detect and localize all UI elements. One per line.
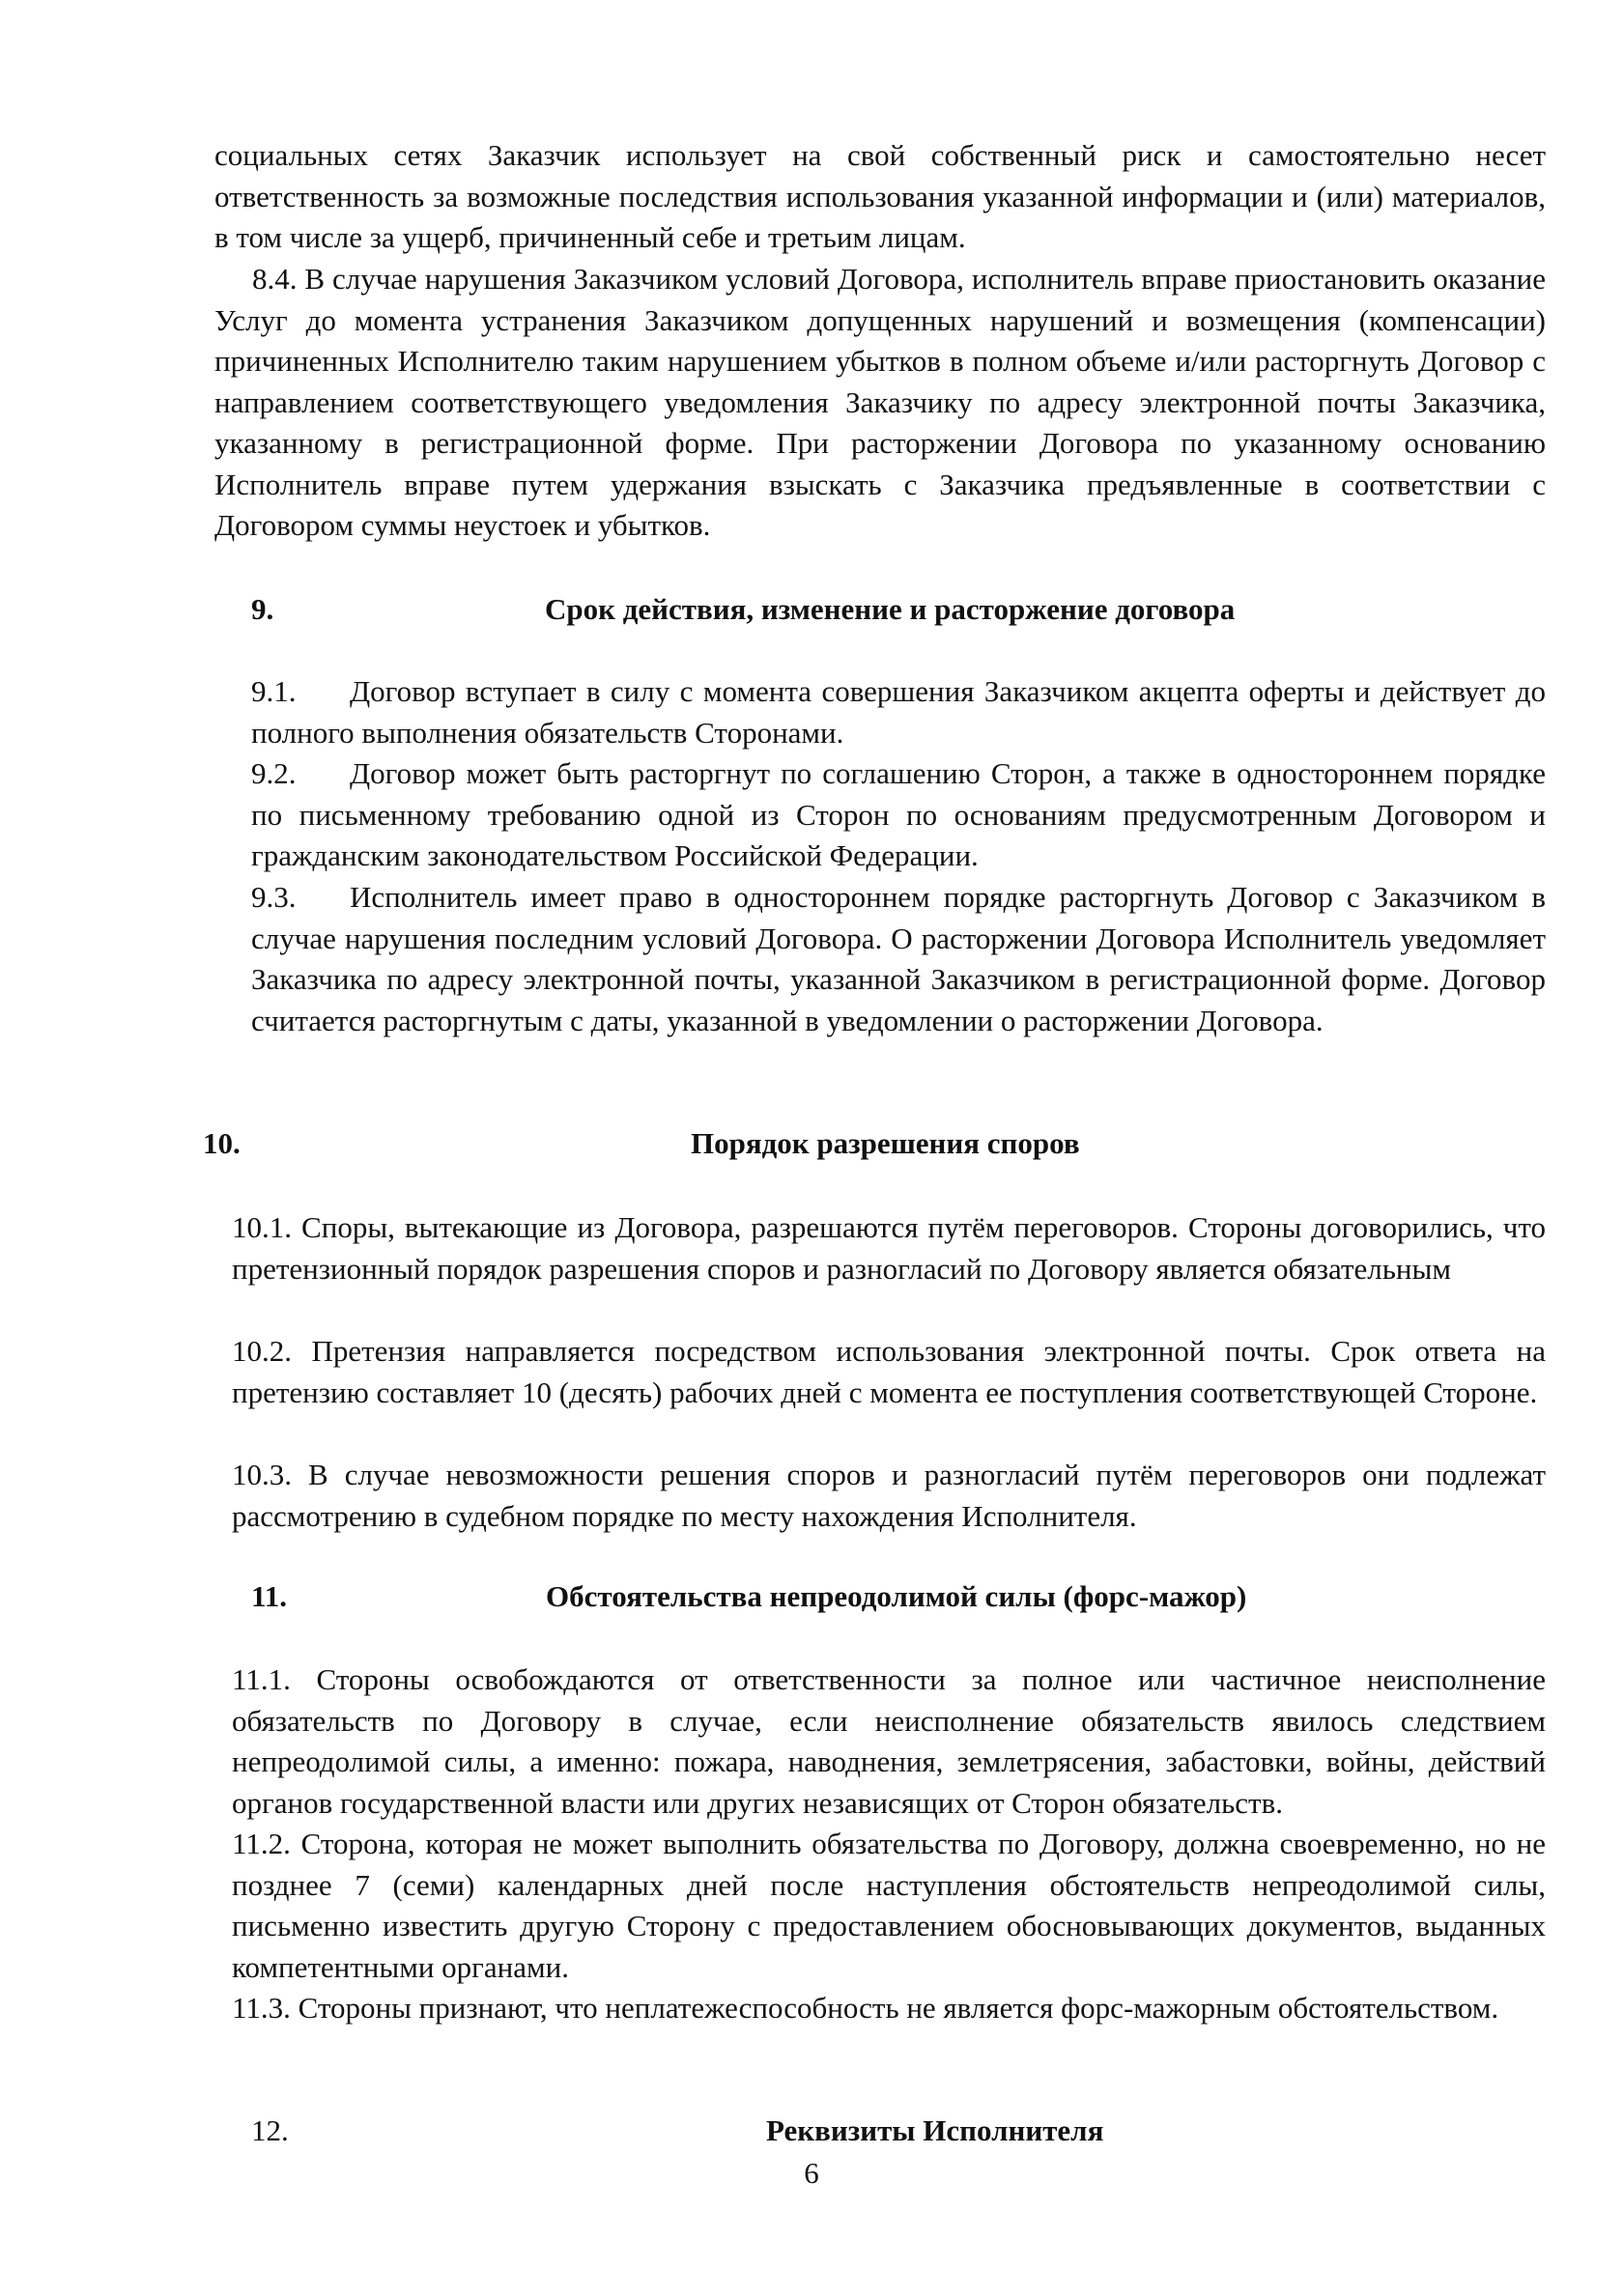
clause-10-1	[232, 1207, 1546, 1290]
clause-11-2	[232, 1824, 1546, 1988]
clause-9-1	[251, 671, 1546, 753]
clause-11-3	[232, 1988, 1546, 2029]
clause-10-2	[232, 1331, 1546, 1413]
section-number: 11.	[251, 1579, 288, 1613]
section-title: Срок действия, изменение и расторжение договора	[545, 592, 1236, 626]
section-title: Обстоятельства непреодолимой силы (форс-мажор)	[546, 1579, 1247, 1613]
clause-number: 10.1.	[232, 1210, 292, 1244]
section-number: 9.	[251, 592, 274, 626]
clause-number: 9.3.	[251, 880, 297, 914]
clause-text: Договор вступает в силу с момента совершения Заказчиком акцепта оферты и действует до полного выполнения обязательств Сторонами.	[251, 674, 1546, 750]
clause-text: Претензия направляется посредством использования электронной почты. Срок ответа на претензию составляет 10 (десять) рабочих дней с момента ее поступления соответствующей Стороне.	[232, 1334, 1547, 1409]
clause-number: 11.3.	[232, 1991, 291, 2025]
clause-9-2	[251, 753, 1546, 877]
clause-number: 11.2.	[232, 1827, 291, 1860]
clause-number: 10.3.	[232, 1458, 292, 1491]
clause-10-3	[232, 1455, 1546, 1537]
section-title: Порядок разрешения споров	[691, 1126, 1080, 1160]
clause-number: 9.1.	[251, 674, 297, 708]
page-number: 6	[804, 2156, 819, 2190]
section-number: 12.	[251, 2113, 289, 2147]
clause-text: Сторона, которая не может выполнить обязательства по Договору, должна своевременно, но не позднее 7 (семи) календарных дней после наступления обстоятельств непреодолимой силы, письменно известить другую Сторону с предоставлением обосновывающих документов, выданных компетентными органами.	[232, 1827, 1547, 1984]
clause-text: Стороны признают, что неплатежеспособность не является форс-мажорным обстоятельством.	[298, 1991, 1499, 2025]
clause-text: Стороны освобождаются от ответственности за полное или частичное неисполнение обязательств по Договору в случае, если неисполнение обязательств явилось следствием непреодолимой силы, а именно: пожара, наводнения, землетрясения, забастовки, войны, действий органов государственной власти или других независящих от Сторон обязательств.	[232, 1662, 1546, 1820]
clause-text: Исполнитель имеет право в одностороннем порядке расторгнуть Договор с Заказчиком в случае нарушения последним условий Договора. О расторжении Договора Исполнитель уведомляет Заказчика по адресу электронной почты, указанной Заказчиком в регистрационной форме. Договор считается расторгнутым с даты, указанной в уведомлении о расторжении Договора.	[251, 880, 1546, 1037]
clause-text: Споры, вытекающие из Договора, разрешаются путём переговоров. Стороны договорились, что претензионный порядок разрешения споров и разногласий по Договору является обязательным	[232, 1210, 1547, 1286]
clause-text: Договор может быть расторгнут по соглашению Сторон, а также в одностороннем порядке по письменному требованию одной из Сторон по основаниям предусмотренным Договором и гражданским законодательством Российской Федерации.	[251, 756, 1546, 872]
clause-11-1	[232, 1659, 1546, 1824]
clause-text: В случае невозможности решения споров и разногласий путём переговоров они подлежат рассмотрению в судебном порядке по месту нахождения Исполнителя.	[232, 1458, 1546, 1533]
clause-9-3	[251, 877, 1546, 1041]
clause-number: 11.1.	[232, 1662, 291, 1696]
clause-8-4: 8.4. В случае нарушения Заказчиком условий Договора, исполнитель вправе приостановить оказание Услуг до момента устранения Заказчиком допущенных нарушений и возмещения (компенсации) причиненных Исполнителю таким нарушением убытков в полном объеме и/или расторгнуть Договор с направлением соответствующего уведомления Заказчику по адресу электронной почты Заказчика, указанному в регистрационной форме. При расторжении Договора по указанному основанию Исполнитель вправе путем удержания взыскать с Заказчика предъявленные в соответствии с Договором суммы неустоек и убытков.	[214, 262, 1546, 542]
clause-number: 10.2.	[232, 1334, 292, 1368]
section-number: 10.	[203, 1126, 241, 1160]
section-title: Реквизиты Исполнителя	[766, 2113, 1104, 2147]
clause-number: 9.2.	[251, 756, 297, 790]
continuation-paragraph: социальных сетях Заказчик использует на свой собственный риск и самостоятельно несет ответственность за возможные последствия использования указанной информации и (или) материалов, в том числе за ущерб, причиненный себе и третьим лицам.	[214, 138, 1546, 254]
